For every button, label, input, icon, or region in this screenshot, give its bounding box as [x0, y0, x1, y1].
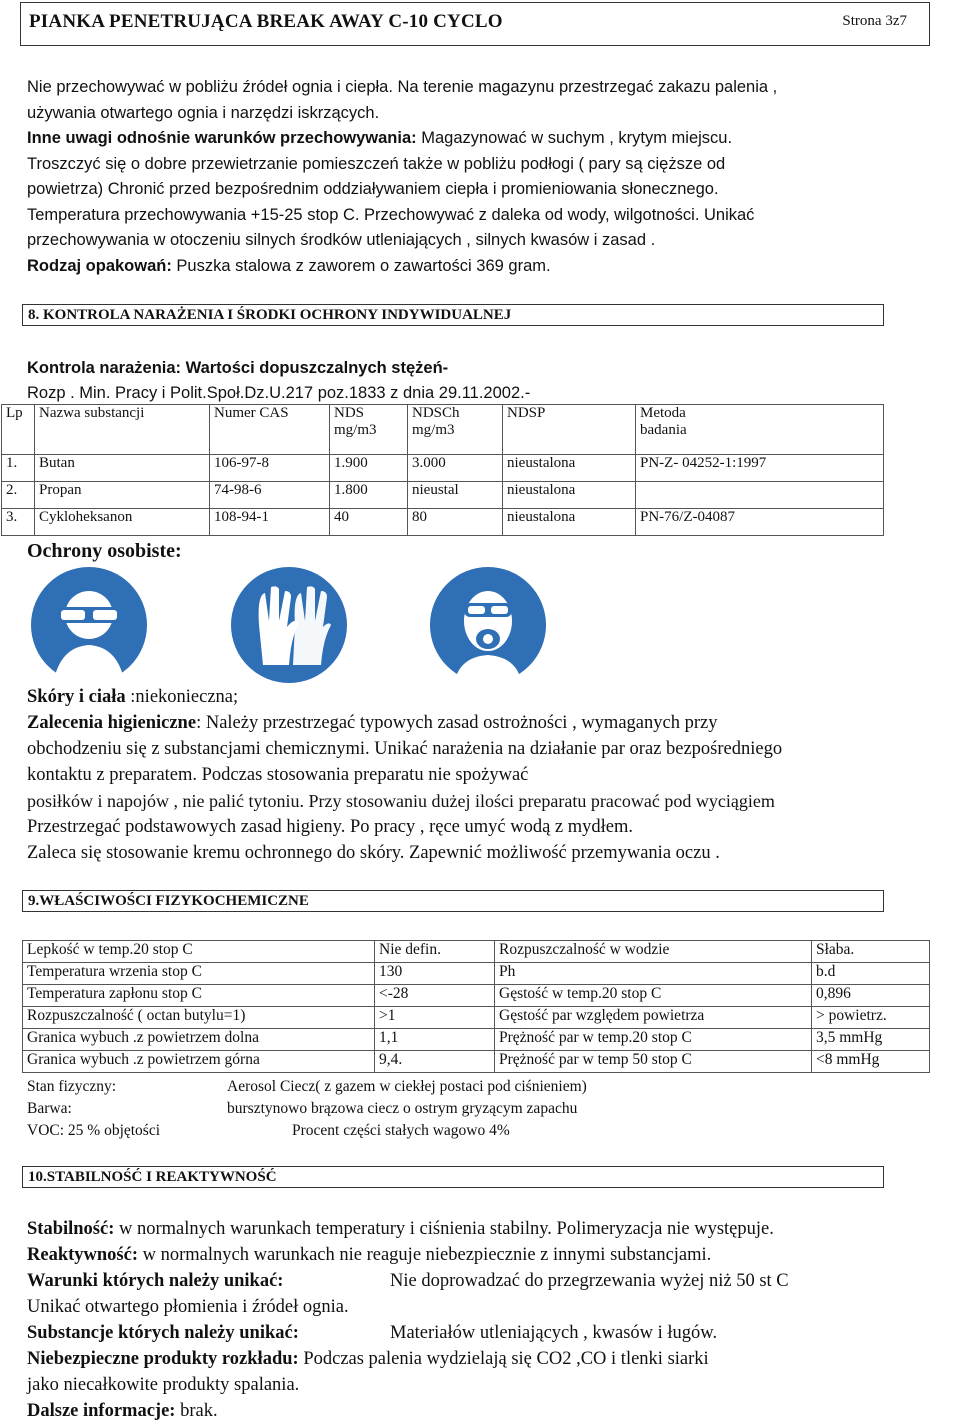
- table-row: [2, 482, 884, 509]
- color: Barwa: bursztynowo brązowa ciecz o ostrym gryzącym zapachu: [27, 1100, 578, 1117]
- hygiene-line: kontaktu z preparatem. Podczas stosowania preparatu nie spożywać: [27, 765, 529, 785]
- table-cell: nieustalona: [503, 455, 636, 482]
- decomposition-line: jako niecałkowite produkty spalania.: [27, 1375, 300, 1395]
- storage-packaging: [27, 254, 777, 280]
- hygiene-section: [27, 684, 782, 866]
- table-cell: 1.: [2, 455, 35, 482]
- header-cell: Nazwa substancji: [35, 405, 210, 455]
- table-cell: 108-94-1: [210, 509, 330, 536]
- hygiene-line: obchodzeniu się z substancjami chemicznymi. Unikać narażenia na działanie par oraz bezpośredniego: [27, 739, 783, 759]
- storage-line: przechowywania w otoczeniu silnych środków utleniających , silnych kwasów i zasad .: [27, 231, 656, 249]
- skin-label: Skóry i ciała: [27, 687, 126, 707]
- storage-line: używania otwartego ognia i narzędzi iskrzących.: [27, 103, 380, 122]
- physical-state: Stan fizyczny: Aerosol Ciecz( z gazem w ciekłej postaci pod ciśnieniem): [27, 1078, 587, 1095]
- protective-gloves-icon: [229, 565, 349, 685]
- storage-other: [27, 126, 777, 152]
- section-8-heading: 8. KONTROLA NARAŻENIA I ŚRODKI OCHRONY INDYWIDUALNEJ: [22, 304, 884, 326]
- table-row: Rozpuszczalność ( octan butylu=1) >1 Gęstość par względem powietrza > powietrz.: [23, 1007, 930, 1029]
- table-cell: nieustalona: [503, 509, 636, 536]
- table-cell: Cykloheksanon: [35, 509, 210, 536]
- page-number: Strona 3z7: [842, 13, 907, 29]
- packaging-label: Rodzaj opakowań:: [27, 256, 172, 275]
- hygiene-label: Zalecenia higieniczne: [27, 713, 197, 733]
- table-cell: PN-76/Z-04087: [636, 509, 884, 536]
- storage-line: Temperatura przechowywania +15-25 stop C. Przechowywać z daleka od wody, wilgotności. Unikać: [27, 205, 755, 224]
- exposure-heading: [27, 356, 530, 404]
- exposure-title: Kontrola narażenia: Wartości dopuszczalnych stężeń-: [27, 359, 449, 377]
- physical-state-block: [27, 1076, 927, 1142]
- table-cell: 74-98-6: [210, 482, 330, 509]
- hygiene-line: Zaleca się stosowanie kremu ochronnego do skóry. Zapewnić możliwość przemywania oczu .: [27, 843, 720, 863]
- storage-section: [27, 75, 777, 279]
- table-cell: 80: [408, 509, 503, 536]
- table-cell: Butan: [35, 455, 210, 482]
- table-cell: nieustalona: [503, 482, 636, 509]
- conditions-to-avoid: Warunki których należy unikać: Nie doprowadzać do przegrzewania wyżej niż 50 st C: [27, 1271, 789, 1291]
- storage-line: powietrza) Chronić przed bezpośrednim oddziaływaniem ciepła i promieniowania słonecznego.: [27, 180, 719, 198]
- packaging-value: Puszka stalowa z zaworem o zawartości 369 gram.: [171, 256, 551, 275]
- header-cell: NDSCh mg/m3: [408, 405, 503, 455]
- table-row: Lepkość w temp.20 stop C Nie defin. Rozpuszczalność w wodzie Słaba.: [23, 941, 930, 963]
- table-cell: 40: [330, 509, 408, 536]
- further-info: Dalsze informacje: brak.: [27, 1401, 218, 1421]
- stability-section: [27, 1216, 789, 1424]
- section-9-heading: 9.WŁAŚCIWOŚCI FIZYKOCHEMICZNE: [22, 890, 884, 912]
- exposure-table: [1, 404, 884, 536]
- table-row: Temperatura wrzenia stop C 130 Ph b.d: [23, 963, 930, 985]
- table-cell: nieustal: [408, 482, 503, 509]
- header-cell: NDS mg/m3: [330, 405, 408, 455]
- personal-protection-title: Ochrony osobiste:: [27, 540, 182, 562]
- storage-line: Nie przechowywać w pobliżu źródeł ognia i ciepła. Na terenie magazynu przestrzegać zakazu palenia ,: [27, 78, 778, 96]
- respirator-mask-icon: [428, 565, 548, 685]
- header-cell: Lp: [2, 405, 35, 455]
- hygiene-line: posiłków i napojów , nie palić tytoniu. Przy stosowaniu dużej ilości preparatu pracować pod wyciągiem: [27, 791, 775, 811]
- storage-line: Troszczyć się o dobre przewietrzanie pomieszczeń także w pobliżu podłogi ( pary są cięższe od: [27, 154, 726, 173]
- table-row: Temperatura zapłonu stop C <-28 Gęstość w temp.20 stop C 0,896: [23, 985, 930, 1007]
- table-cell: 3.000: [408, 455, 503, 482]
- conditions-to-avoid-line: Unikać otwartego płomienia i źródeł ognia.: [27, 1297, 349, 1317]
- table-cell: 1.800: [330, 482, 408, 509]
- header-cell: Numer CAS: [210, 405, 330, 455]
- header-cell: Metoda badania: [636, 405, 884, 455]
- table-row: [2, 509, 884, 536]
- hygiene-line: Zalecenia higieniczne: Należy przestrzegać typowych zasad ostrożności , wymaganych przy: [27, 713, 718, 733]
- safety-goggles-icon: [29, 565, 149, 685]
- stability: Stabilność: w normalnych warunkach temperatury i ciśnienia stabilny. Polimeryzacja nie występuje.: [27, 1219, 774, 1239]
- storage-other-value: Magazynować w suchym , krytym miejscu.: [416, 129, 733, 147]
- table-cell: 1.900: [330, 455, 408, 482]
- properties-table: [22, 940, 930, 1073]
- table-cell: 2.: [2, 482, 35, 509]
- table-cell: PN-Z- 04252-1:1997: [636, 455, 884, 482]
- table-row: [2, 455, 884, 482]
- skin-protection: [27, 684, 782, 710]
- table-header-row: [2, 405, 884, 455]
- storage-other-label: Inne uwagi odnośnie warunków przechowywania:: [27, 129, 417, 147]
- skin-value: :niekonieczna;: [125, 687, 239, 707]
- hygiene-line: Przestrzegać podstawowych zasad higieny. Po pracy , ręce umyć wodą z mydłem.: [27, 817, 634, 837]
- voc: VOC: 25 % objętości Procent części stałych wagowo 4%: [27, 1122, 510, 1139]
- table-cell: [636, 482, 884, 509]
- section-10-heading: 10.STABILNOŚĆ I REAKTYWNOŚĆ: [22, 1166, 884, 1188]
- substances-to-avoid: Substancje których należy unikać: Materiałów utleniających , kwasów i ługów.: [27, 1323, 718, 1343]
- reactivity: Reaktywność: w normalnych warunkach nie reaguje niebezpiecznie z innymi substancjami.: [27, 1245, 712, 1265]
- table-row: Granica wybuch .z powietrzem dolna 1,1 Prężność par w temp.20 stop C 3,5 mmHg: [23, 1029, 930, 1051]
- decomposition-products: Niebezpieczne produkty rozkładu: Podczas palenia wydzielają się CO2 ,CO i tlenki siarki: [27, 1349, 709, 1369]
- table-cell: Propan: [35, 482, 210, 509]
- document-title: PIANKA PENETRUJĄCA BREAK AWAY C-10 CYCLO: [29, 11, 503, 32]
- page-header: [20, 2, 930, 46]
- table-cell: 106-97-8: [210, 455, 330, 482]
- header-cell: NDSP: [503, 405, 636, 455]
- exposure-subtitle: Rozp . Min. Pracy i Polit.Społ.Dz.U.217 poz.1833 z dnia 29.11.2002.-: [27, 383, 531, 402]
- table-cell: 3.: [2, 509, 35, 536]
- table-row: Granica wybuch .z powietrzem górna 9,4. Prężność par w temp 50 stop C <8 mmHg: [23, 1051, 930, 1073]
